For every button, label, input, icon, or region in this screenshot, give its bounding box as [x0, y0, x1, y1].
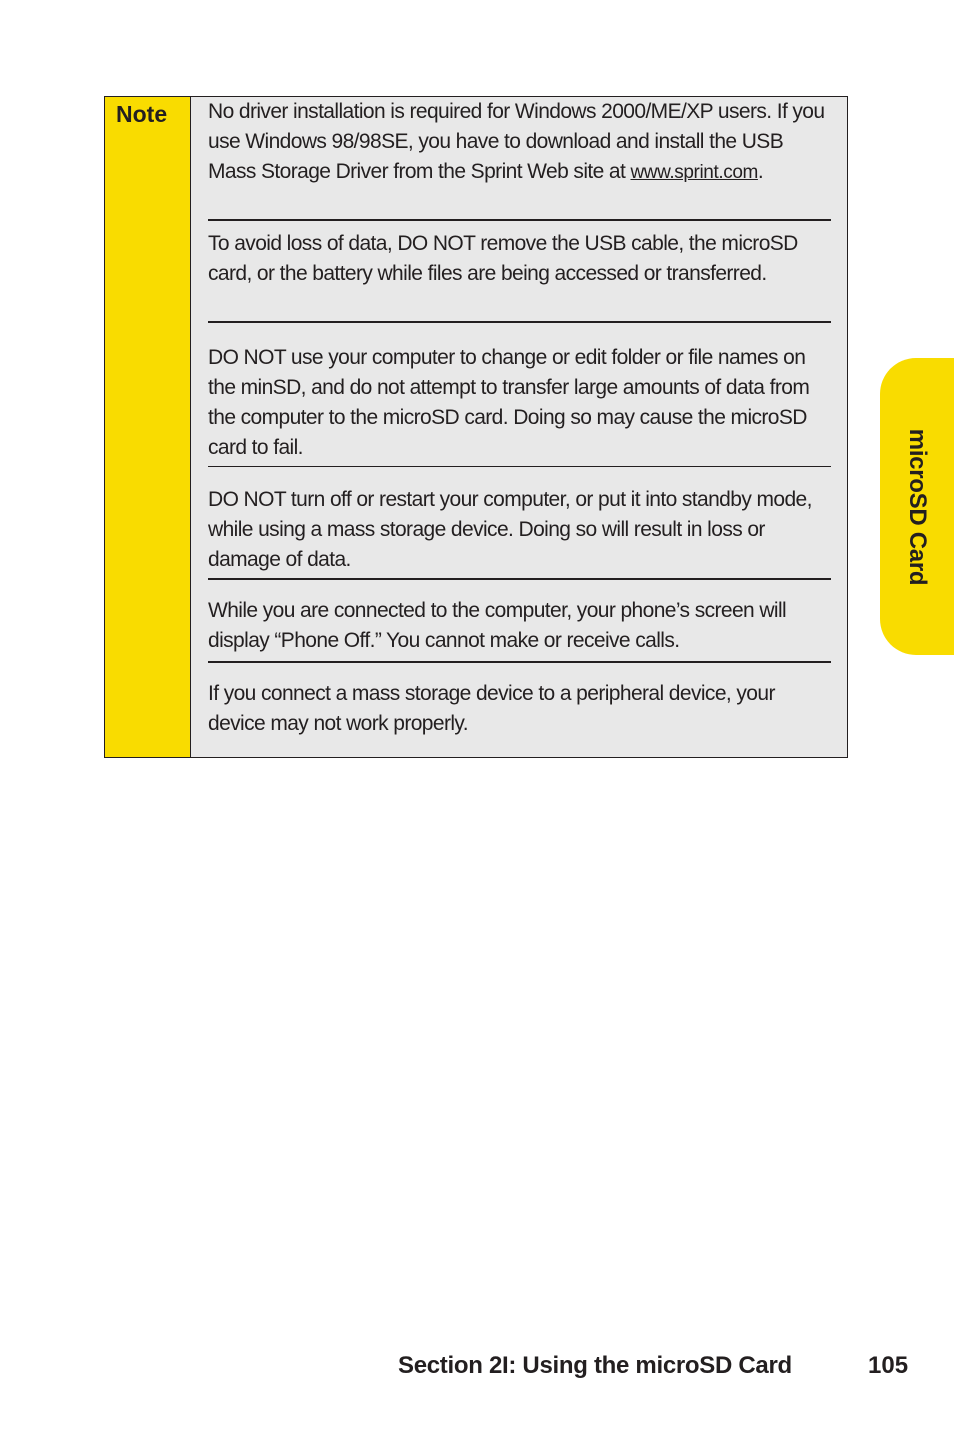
side-tab-microsd: [880, 358, 954, 655]
note-item-file-names: [208, 323, 831, 467]
note-item-phone-off: [208, 580, 831, 663]
side-tab-label: microSD Card: [904, 428, 931, 585]
note-item-driver: [208, 97, 831, 221]
note-body: [191, 97, 847, 757]
footer-page-number: 105: [868, 1352, 909, 1379]
note-item-suffix: .: [757, 160, 764, 183]
note-item-text: DO NOT use your computer to change or edit folder or file names on the minSD, and do not attempt to transfer large amounts of data from the computer to the microSD card. Doing so may cause the microSD card to fail.: [208, 346, 810, 459]
footer-section-title: Section 2I: Using the microSD Card: [398, 1352, 792, 1379]
note-item-text: While you are connected to the computer, your phone’s screen will display “Phone Off.” You cannot make or receive calls.: [208, 599, 787, 652]
note-label: Note: [116, 101, 168, 127]
note-box: [104, 96, 848, 758]
note-item-peripheral: [208, 663, 831, 739]
note-item-text: If you connect a mass storage device to a peripheral device, your device may not work properly.: [208, 682, 775, 735]
sprint-web-link[interactable]: www.sprint.com: [630, 162, 758, 183]
note-item-standby: [208, 467, 831, 580]
note-label-column: [105, 97, 191, 757]
note-item-text: To avoid loss of data, DO NOT remove the USB cable, the microSD card, or the battery while files are being accessed or transferred.: [208, 232, 798, 285]
note-item-data-loss: [208, 221, 831, 323]
note-item-text: No driver installation is required for Windows 2000/ME/XP users. If you use Windows 98/98SE, you have to download and install the USB Mass Storage Driver from the Sprint Web site at: [208, 100, 825, 183]
note-item-text: DO NOT turn off or restart your computer, or put it into standby mode, while using a mass storage device. Doing so will result in loss or damage of data.: [208, 488, 812, 571]
